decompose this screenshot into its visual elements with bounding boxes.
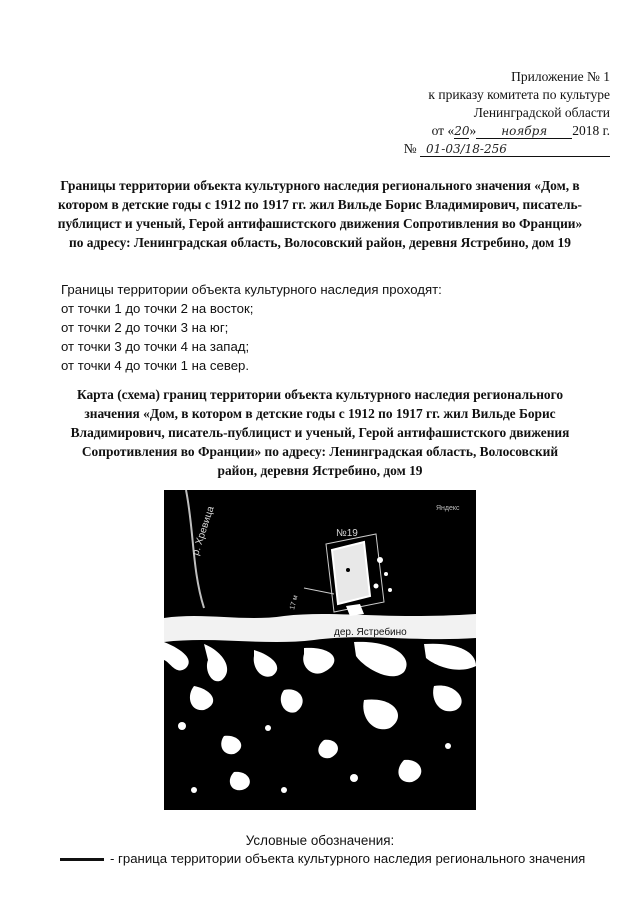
- distance-label: 17 м: [289, 594, 300, 611]
- body-line: от точки 4 до точки 1 на север.: [61, 358, 250, 373]
- boundary-line-symbol: [60, 858, 104, 861]
- village-label: дер. Ястребино: [334, 627, 407, 638]
- appendix-line-2: к приказу комитета по культуре: [428, 87, 610, 102]
- map-title: Карта (схема) границ территории объекта культурного наследия регионального значения «Дом, в котором в детские годы с 1912 по 1917 гг. жил Вильде Борис Владимирович, писатель-публицист и ученый, Герой антифашистского движения Сопротивления во Франции» по адресу: Ленинградская область, Волосовский район, деревня Ястребино, дом 19: [70, 387, 570, 478]
- map-image: [164, 490, 476, 810]
- boundary-map: [164, 490, 476, 810]
- legend-item-text: - граница территории объекта культурного наследия регионального значения: [110, 851, 586, 866]
- appendix-line-1: Приложение № 1: [511, 69, 610, 84]
- legend-row: [60, 851, 585, 866]
- date-quote: »: [469, 123, 477, 138]
- map-watermark: Яндекс: [436, 505, 460, 512]
- body-line: от точки 1 до точки 2 на восток;: [61, 301, 254, 316]
- body-line: от точки 3 до точки 4 на запад;: [61, 339, 250, 354]
- document-title: Границы территории объекта культурного наследия регионального значения «Дом, в котором в детские годы с 1912 по 1917 гг. жил Вильде Борис Владимирович, писатель-публицист и ученый, Герой антифашистского движения Сопротивления во Франции» по адресу: Ленинградская область, Волосовский район, деревня Ястребино, дом 19: [57, 178, 583, 250]
- body-line: от точки 2 до точки 3 на юг;: [61, 320, 229, 335]
- date-month: ноября: [476, 124, 572, 139]
- number-prefix: №: [403, 141, 417, 156]
- river-label: р. Хревица: [190, 504, 217, 557]
- road-band: [164, 614, 476, 642]
- boundary-description: [61, 280, 442, 375]
- legend-title: Условные обозначения:: [245, 833, 395, 848]
- appendix-date: [404, 122, 610, 140]
- appendix-block: [404, 68, 610, 158]
- house-label: №19: [336, 528, 358, 539]
- house-point: [346, 568, 350, 572]
- date-day: 20: [454, 124, 470, 138]
- appendix-number: [404, 140, 610, 158]
- date-prefix: от «: [431, 123, 455, 138]
- date-year: 2018 г.: [572, 123, 610, 138]
- body-line: Границы территории объекта культурного наследия проходят:: [61, 282, 442, 297]
- appendix-line-3: Ленинградской области: [473, 105, 610, 120]
- number-value: 01-03/18-256: [420, 142, 610, 157]
- house-lot: [332, 542, 370, 604]
